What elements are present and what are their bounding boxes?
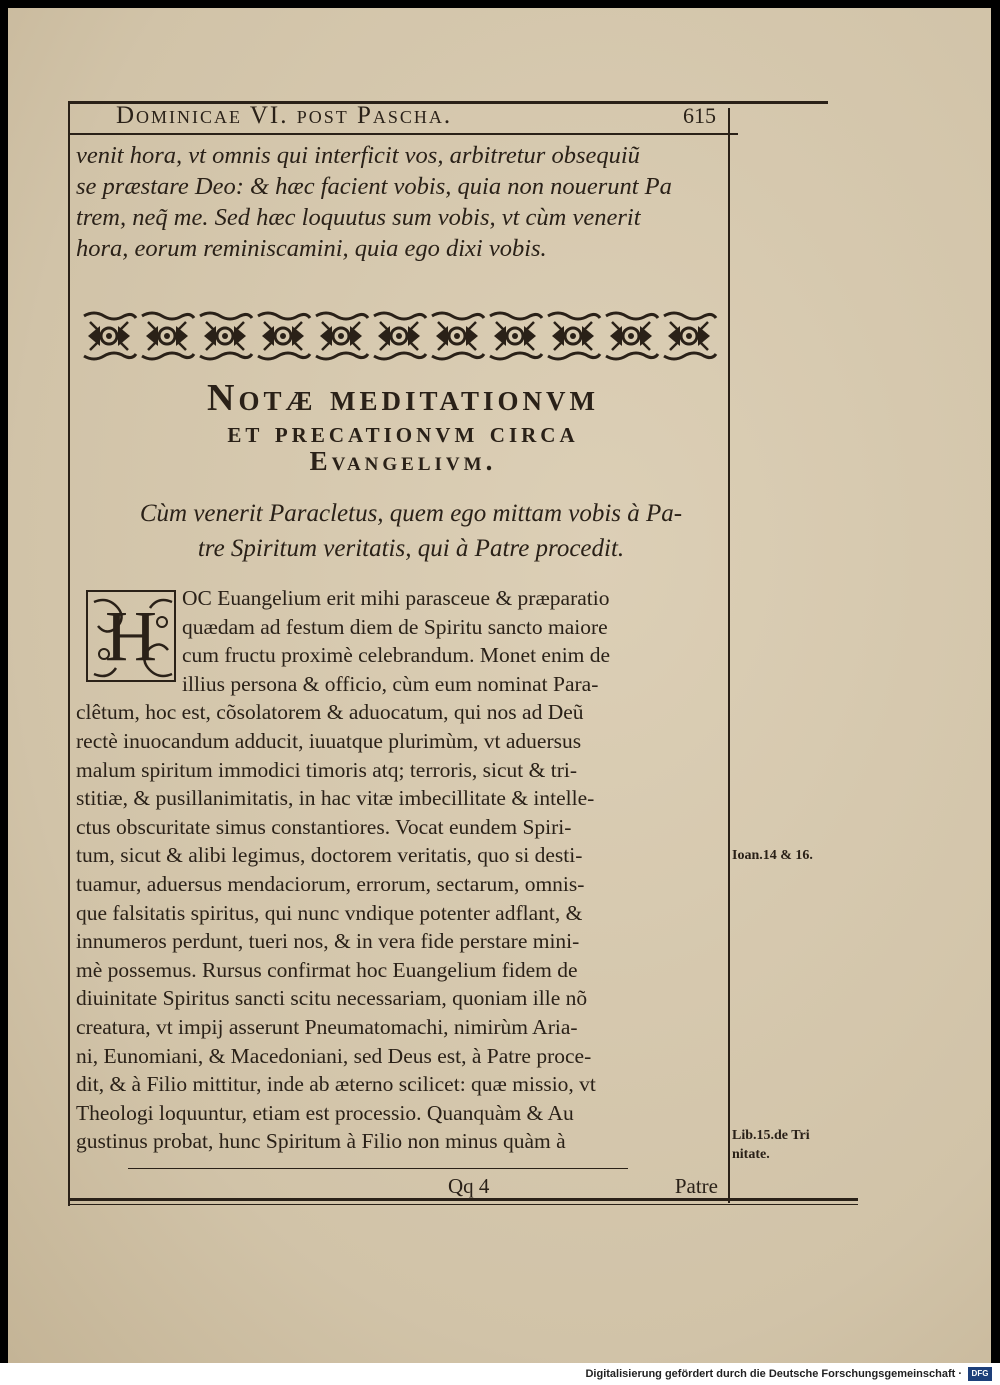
body-line: rectè inuocandum adducit, iuuatque plurimùm, vt aduersus	[76, 728, 582, 753]
bottom-rule-upper	[68, 1198, 858, 1201]
initial-letter: H	[105, 595, 157, 676]
bottom-rule-lower	[68, 1204, 858, 1205]
section-title-line3: Evangelivm.	[309, 446, 497, 476]
left-frame-rule	[68, 101, 70, 1206]
gospel-line: se præstare Deo: & hæc facient vobis, quia non nouerunt Pa	[76, 173, 672, 200]
body-line: creatura, vt impij asserunt Pneumatomachi, nimirùm Aria-	[76, 1014, 578, 1039]
ornament-band	[80, 308, 718, 364]
signature-mark: Qq 4	[448, 1174, 490, 1198]
body-text	[76, 584, 721, 1156]
body-line: que falsitatis spiritus, qui nunc vndique potenter adflant, &	[76, 900, 583, 925]
text-bottom-rule	[128, 1168, 628, 1169]
body-line: dit, & à Filio mittitur, inde ab æterno scilicet: quæ missio, vt	[76, 1072, 596, 1097]
digitization-credit-bar	[0, 1363, 1000, 1385]
body-line: tuamur, aduersus mendaciorum, errorum, sectarum, omnis-	[76, 871, 585, 896]
body-line: quædam ad festum diem de Spiritu sancto maiore	[182, 614, 608, 639]
quote-line: Cùm venerit Paracletus, quem ego mittam vobis à Pa-	[139, 500, 683, 527]
section-title-line1: Notæ meditationvm	[207, 377, 599, 419]
body-line: Theologi loquuntur, etiam est processio. Quanquàm & Au	[76, 1100, 574, 1125]
page-header	[116, 102, 716, 136]
margin-note-line: Lib.15.de Tri	[732, 1128, 810, 1143]
running-head: Dominicae VI. post Pascha.	[116, 102, 453, 129]
margin-note-lib	[732, 1126, 810, 1164]
page-number: 615	[683, 103, 716, 128]
margin-note-line: nitate.	[732, 1147, 770, 1162]
body-line: cum fructu proximè celebrandum. Monet enim de	[182, 643, 611, 668]
body-line: innumeros perdunt, tueri nos, & in vera fide perstare mini-	[76, 929, 580, 954]
body-line: ni, Eunomiani, & Macedoniani, sed Deus est, à Patre proce-	[76, 1043, 592, 1068]
body-line: gustinus probat, hunc Spiritum à Filio non minus quàm à	[76, 1129, 566, 1154]
scripture-quote	[86, 496, 736, 566]
body-line: clêtum, hoc est, cõsolatorem & aduocatum, qui nos ad Deũ	[76, 700, 584, 725]
dfg-logo: DFG	[968, 1367, 992, 1381]
body-line: illius persona & officio, cùm eum nominat Para-	[182, 671, 599, 696]
gospel-line: venit hora, vt omnis qui interficit vos, arbitretur obsequiũ	[76, 142, 640, 169]
header-underline	[68, 133, 738, 135]
body-line: ctus obscuritate simus constantiores. Vocat eundem Spiri-	[76, 814, 572, 839]
catchword: Patre	[674, 1174, 718, 1198]
body-line: mè possemus. Rursus confirmat hoc Euangelium fidem de	[76, 957, 578, 982]
body-line: stitiæ, & pusillanimitatis, in hac vitæ imbecillitate & intelle-	[76, 786, 595, 811]
body-line: tum, sicut & alibi legimus, doctorem veritatis, quo si desti-	[76, 843, 583, 868]
gospel-line: trem, neq̃ me. Sed hæc loquutus sum vobis, vt cùm venerit	[76, 204, 641, 231]
margin-note-ioan: Ioan.14 & 16.	[732, 848, 813, 863]
gospel-text	[76, 140, 726, 264]
credit-text: Digitalisierung gefördert durch die Deutsche Forschungsgemeinschaft ·	[585, 1368, 962, 1380]
body-line: OC Euangelium erit mihi parasceue & præparatio	[182, 586, 610, 610]
body-line: diuinitate Spiritus sancti scitu necessariam, quoniam ille nõ	[76, 986, 588, 1011]
quote-line: tre Spiritum veritatis, qui à Patre procedit.	[197, 535, 625, 562]
book-page	[8, 8, 991, 1363]
body-line: malum spiritum immodici timoris atq; terroris, sicut & tri-	[76, 757, 578, 782]
right-frame-rule	[728, 108, 730, 1203]
gospel-line: hora, eorum reminiscamini, quia ego dixi vobis.	[76, 235, 547, 262]
section-title-line2: et precationvm circa	[227, 416, 579, 449]
